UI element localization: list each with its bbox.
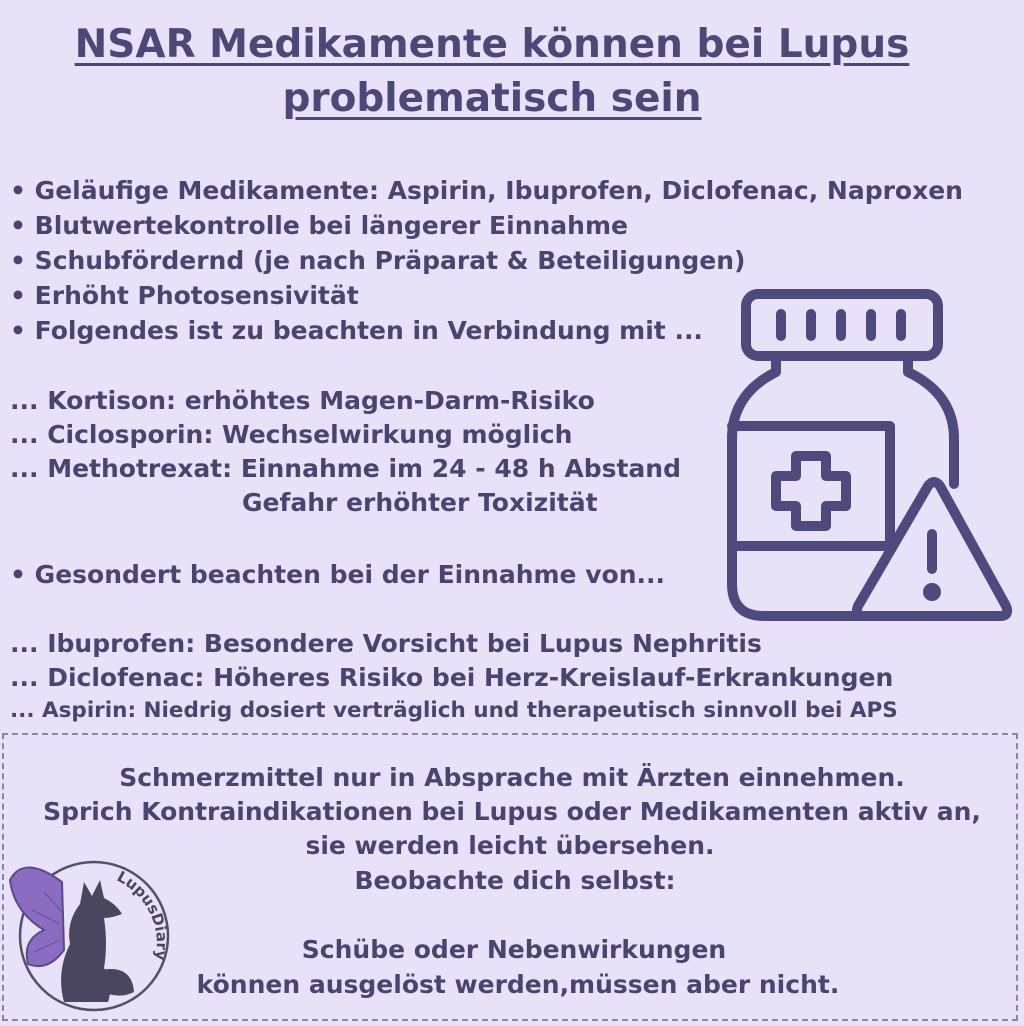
page-title bbox=[0, 18, 984, 126]
interaction-methotrexate: ... Methotrexat: Einnahme im 24 - 48 h Abstand bbox=[10, 454, 681, 483]
title-line-1: NSAR Medikamente können bei Lupus bbox=[74, 22, 910, 67]
svg-text:LupusDiary bbox=[114, 867, 171, 961]
separate-diclofenac: ... Diclofenac: Höheres Risiko bei Herz-Kreislauf-Erkrankungen bbox=[10, 663, 894, 692]
interaction-cortisone: ... Kortison: erhöhtes Magen-Darm-Risiko bbox=[10, 386, 595, 415]
notice-line-1: Schmerzmittel nur in Absprache mit Ärzten einnehmen. bbox=[119, 763, 905, 792]
separate-ibuprofen: ... Ibuprofen: Besondere Vorsicht bei Lupus Nephritis bbox=[10, 629, 762, 658]
bullet-separate: • Gesondert beachten bei der Einnahme von... bbox=[10, 560, 665, 589]
logo-text: LupusDiary bbox=[114, 867, 171, 962]
bottle-body-icon bbox=[732, 356, 878, 616]
notice-line-2: Sprich Kontraindikationen bei Lupus oder Medikamenten aktiv an, bbox=[43, 797, 981, 826]
notice-line-5: Schübe oder Nebenwirkungen bbox=[301, 935, 727, 964]
title-line-2: problematisch sein bbox=[282, 76, 702, 121]
bullet-combination: • Folgendes ist zu beachten in Verbindung mit ... bbox=[10, 316, 703, 345]
cross-icon bbox=[776, 456, 846, 526]
lupusdiary-logo bbox=[4, 852, 184, 1014]
interaction-methotrexate-toxicity: Gefahr erhöhter Toxizität bbox=[242, 488, 598, 517]
notice-line-6: können ausgelöst werden,müssen aber nicht. bbox=[196, 970, 840, 999]
notice-line-4: Beobachte dich selbst: bbox=[354, 866, 676, 895]
interaction-ciclosporin: ... Ciclosporin: Wechselwirkung möglich bbox=[10, 420, 573, 449]
bullet-blood-check: • Blutwertekontrolle bei längerer Einnahme bbox=[10, 211, 628, 240]
notice-line-3: sie werden leicht übersehen. bbox=[305, 831, 715, 860]
bullet-flare: • Schubfördernd (je nach Präparat & Beteiligungen) bbox=[10, 246, 746, 275]
separate-aspirin: ... Aspirin: Niedrig dosiert verträglich und therapeutisch sinnvoll bei APS bbox=[10, 698, 898, 723]
medicine-warning-icon bbox=[718, 284, 1018, 629]
bullet-photosensitivity: • Erhöht Photosensivität bbox=[10, 281, 359, 310]
bullet-common-drugs: • Geläufige Medikamente: Aspirin, Ibuprofen, Diclofenac, Naproxen bbox=[10, 176, 963, 205]
